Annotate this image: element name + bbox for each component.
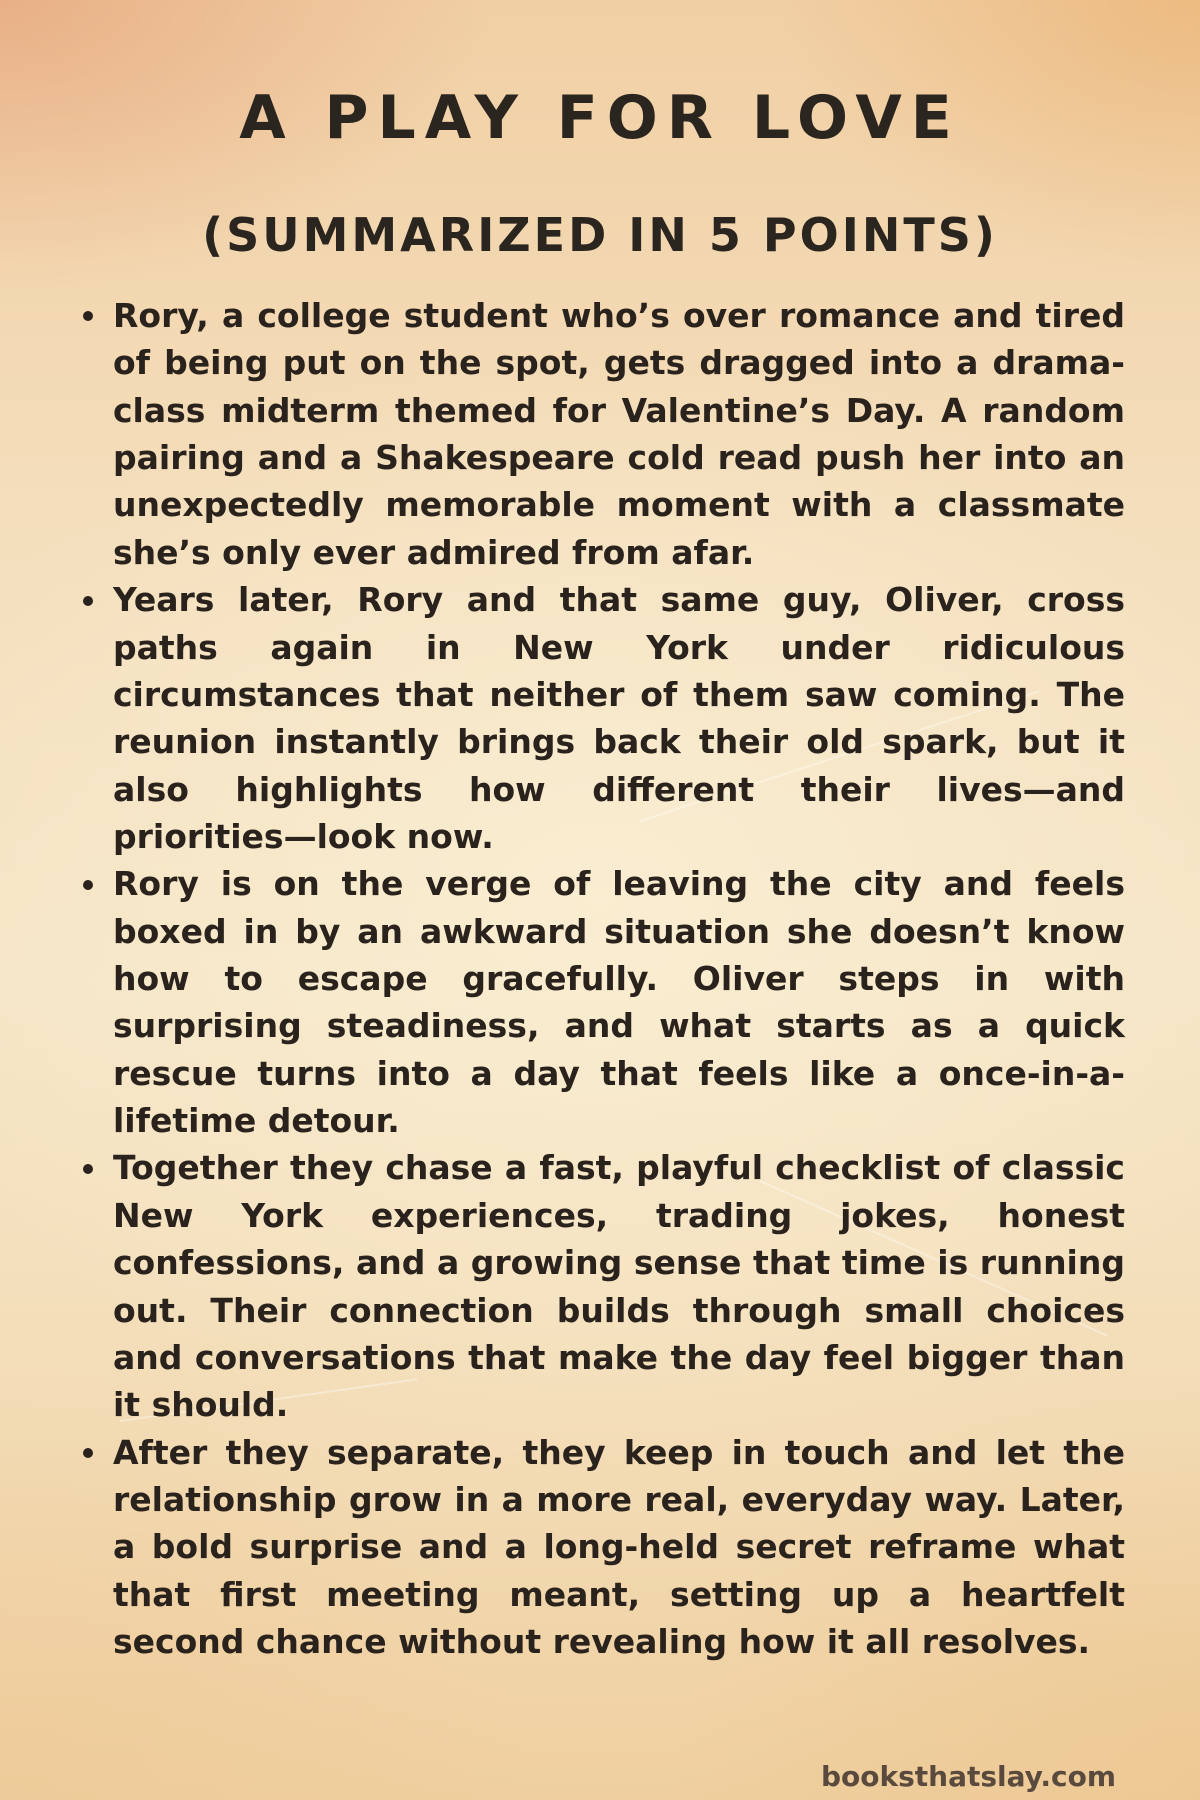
list-item-text: Rory is on the verge of leaving the city and feels boxed in by an awkward situation she doesn’t know how to escape gracefully. Oliver steps in with surprising steadiness, and what starts as a quick rescue turns into a day that feels like a once-in-a-lifetime detour. [113, 864, 1125, 1141]
list-item [83, 1144, 1125, 1428]
list-item [83, 292, 1125, 576]
page-subtitle: (SUMMARIZED IN 5 POINTS) [202, 208, 998, 262]
list-item-text: After they separate, they keep in touch and let the relationship grow in a more real, everyday way. Later, a bold surprise and a long-held secret reframe what that first meeting meant, setting up a heartfelt second chance without revealing how it all resolves. [113, 1432, 1125, 1662]
bullet-icon [83, 596, 93, 606]
website-footer: booksthatslay.com [820, 1760, 1116, 1793]
page-title: A PLAY FOR LOVE [239, 83, 961, 153]
list-item [83, 860, 1125, 1144]
list-item-text: Together they chase a fast, playful checklist of classic New York experiences, trading jokes, honest confessions, and a growing sense that time is running out. Their connection builds through small choices and conversations that make the day feel bigger than it should. [113, 1148, 1125, 1425]
list-item-text: Years later, Rory and that same guy, Oliver, cross paths again in New York under ridiculous circumstances that neither of them saw coming. The reunion instantly brings back their old spark, but it also highlights how different their lives—and priorities—look now. [113, 580, 1125, 856]
bullet-icon [83, 1448, 93, 1458]
list-item [83, 1429, 1125, 1666]
summary-list [83, 292, 1125, 1665]
bullet-icon [83, 1164, 93, 1174]
list-item-text: Rory, a college student who’s over romance and tired of being put on the spot, gets dragged into a drama-class midterm themed for Valentine’s Day. A random pairing and a Shakespeare cold read push her into an unexpectedly memorable moment with a classmate she’s only ever admired from afar. [113, 296, 1125, 572]
list-item [83, 576, 1125, 860]
bullet-icon [83, 311, 93, 321]
bullet-icon [83, 880, 93, 890]
